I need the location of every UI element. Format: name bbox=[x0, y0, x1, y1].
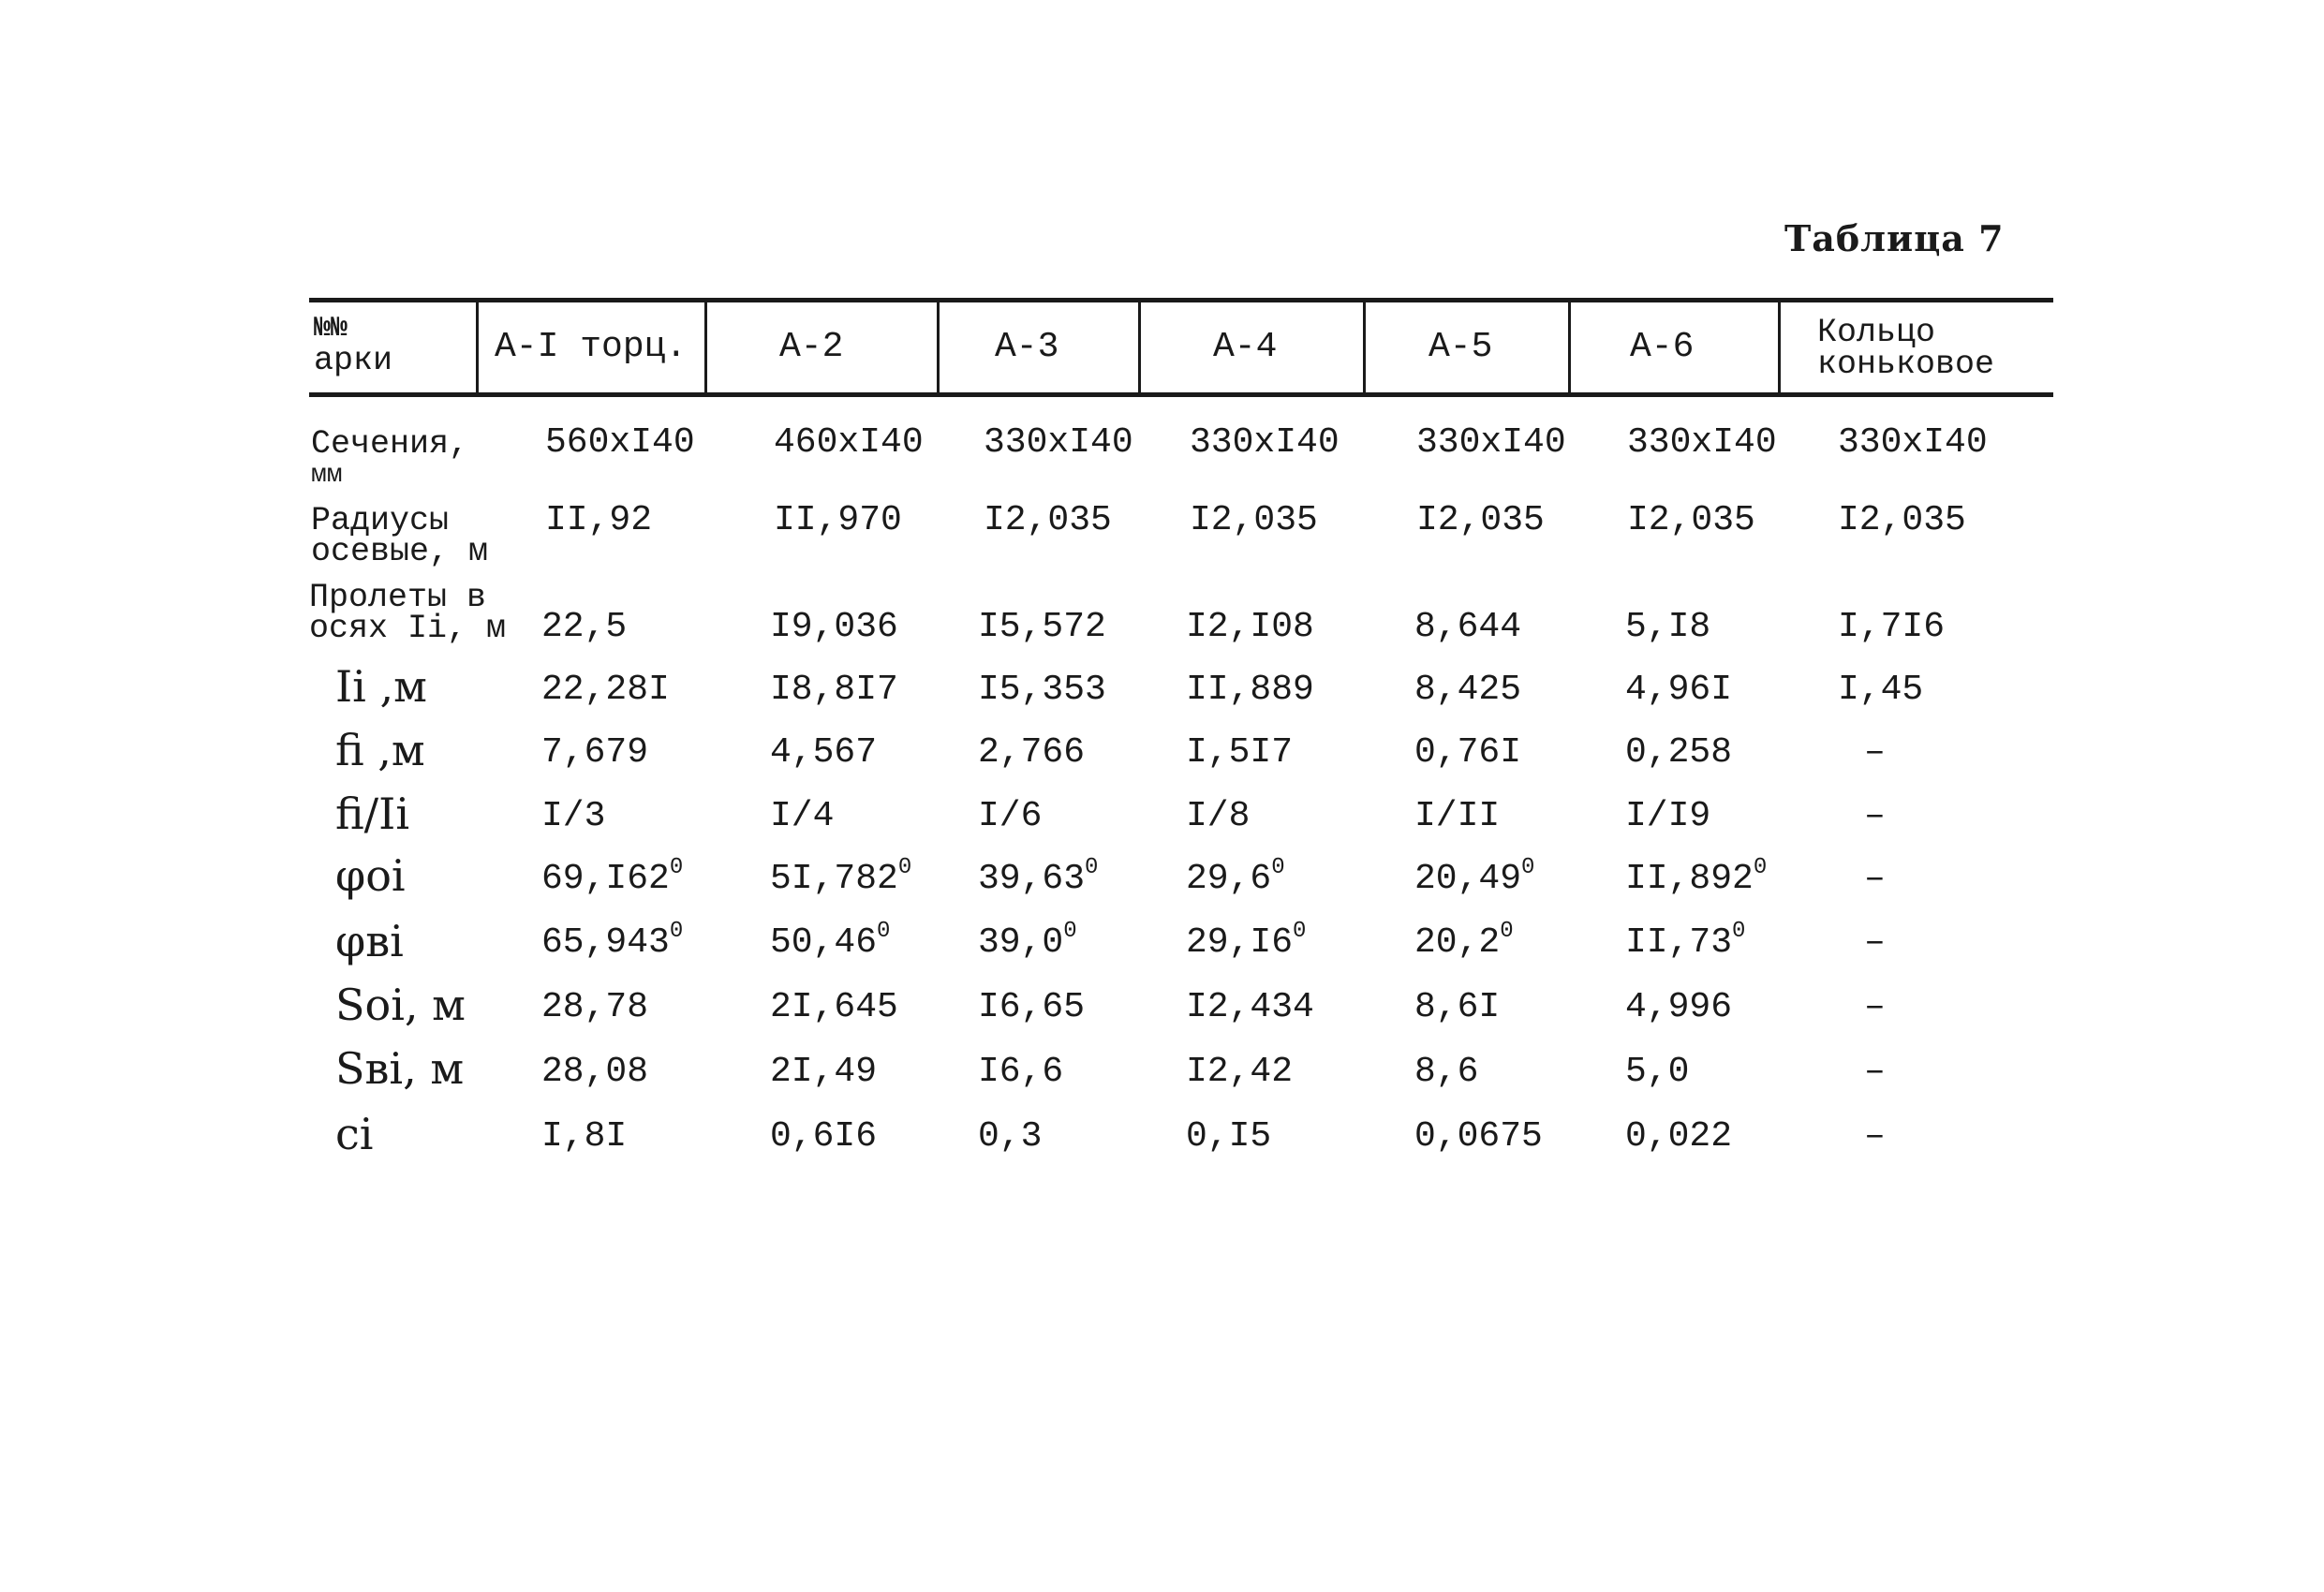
table-cell: I5,572 bbox=[978, 607, 1106, 647]
header-divider bbox=[937, 302, 940, 393]
table-cell: I2,42 bbox=[1186, 1052, 1294, 1092]
header-ring-line2: коньковое bbox=[1817, 346, 1995, 383]
table-cell: – bbox=[1864, 922, 1886, 963]
header-col-a4: А-4 bbox=[1213, 327, 1278, 367]
table-cell-value: 69,I62 bbox=[541, 859, 670, 899]
table-cell: I2,035 bbox=[1627, 500, 1755, 540]
row-label-radii bbox=[311, 502, 489, 570]
table-cell-value: 20,2 bbox=[1414, 922, 1501, 963]
row-label-sections-line2: мм bbox=[311, 461, 343, 490]
table-cell: I/6 bbox=[978, 796, 1043, 836]
table-cell: I2,035 bbox=[1838, 500, 1966, 540]
row-label-spans-line2: осях Ii, м bbox=[309, 610, 507, 647]
table-cell: 330xI40 bbox=[1190, 422, 1340, 463]
row-label-phi-vi: φвi bbox=[335, 916, 404, 966]
table-cell: 330xI40 bbox=[1416, 422, 1566, 463]
table-cell: 4,96I bbox=[1625, 670, 1733, 710]
header-divider bbox=[1778, 302, 1781, 393]
table-cell: 5,I8 bbox=[1625, 607, 1711, 647]
table-cell bbox=[541, 855, 684, 899]
header-ring-line1: Кольцо bbox=[1817, 314, 1936, 351]
row-label-spans bbox=[309, 579, 507, 647]
table-cell: 560xI40 bbox=[545, 422, 695, 463]
table-cell: 8,425 bbox=[1414, 670, 1522, 710]
header-col-a5: А-5 bbox=[1428, 327, 1493, 367]
table-cell bbox=[1625, 855, 1768, 899]
header-col-a1: А-I торц. bbox=[495, 327, 688, 367]
degree-mark: 0 bbox=[1063, 919, 1077, 944]
table-cell: 7,679 bbox=[541, 732, 649, 773]
table-cell: I2,035 bbox=[1416, 500, 1545, 540]
degree-mark: 0 bbox=[1521, 855, 1535, 880]
table-cell: II,92 bbox=[545, 500, 653, 540]
table-cell: 0,258 bbox=[1625, 732, 1733, 773]
row-label-li: Ii ,м bbox=[335, 661, 427, 712]
table-caption: Таблица 7 bbox=[1784, 217, 2005, 259]
table-header-rule bbox=[309, 392, 2053, 397]
header-arch-number-line2: арки bbox=[314, 342, 393, 379]
table-cell bbox=[978, 855, 1099, 899]
table-cell-value: 5I,782 bbox=[770, 859, 898, 899]
table-cell: I6,6 bbox=[978, 1052, 1064, 1092]
table-cell: I2,035 bbox=[984, 500, 1112, 540]
row-label-s-vi: Sвi, м bbox=[335, 1043, 465, 1094]
table-cell: 4,996 bbox=[1625, 987, 1733, 1027]
header-col-a3: А-3 bbox=[995, 327, 1059, 367]
table-cell: – bbox=[1864, 859, 1886, 899]
table-cell: 330xI40 bbox=[1838, 422, 1988, 463]
table-cell: I8,8I7 bbox=[770, 670, 898, 710]
table-cell-value: 39,0 bbox=[978, 922, 1064, 963]
table-cell: I,7I6 bbox=[1838, 607, 1946, 647]
table-cell: I/II bbox=[1414, 796, 1501, 836]
table-cell: I5,353 bbox=[978, 670, 1106, 710]
table-cell bbox=[1414, 855, 1535, 899]
table-cell: I/8 bbox=[1186, 796, 1251, 836]
table-cell: 22,28I bbox=[541, 670, 670, 710]
header-divider bbox=[1568, 302, 1571, 393]
degree-mark: 0 bbox=[877, 919, 891, 944]
table-cell bbox=[1414, 919, 1514, 963]
degree-mark: 0 bbox=[669, 855, 684, 880]
table-cell: 4,567 bbox=[770, 732, 878, 773]
table-cell: I2,I08 bbox=[1186, 607, 1314, 647]
table-cell: 8,6 bbox=[1414, 1052, 1479, 1092]
table-cell: 0,0675 bbox=[1414, 1116, 1543, 1157]
row-label-fi-li: fi/Ii bbox=[335, 789, 410, 839]
row-label-s-oi: Soi, м bbox=[335, 980, 466, 1030]
row-label-sections bbox=[311, 425, 469, 491]
degree-mark: 0 bbox=[1085, 855, 1099, 880]
table-cell: 22,5 bbox=[541, 607, 628, 647]
table-cell: I/4 bbox=[770, 796, 835, 836]
table-cell: I/3 bbox=[541, 796, 606, 836]
table-cell-value: 29,6 bbox=[1186, 859, 1272, 899]
table-cell bbox=[978, 919, 1077, 963]
header-col-a6: А-6 bbox=[1630, 327, 1695, 367]
table-cell bbox=[770, 855, 912, 899]
table-cell: 2I,645 bbox=[770, 987, 898, 1027]
degree-mark: 0 bbox=[897, 855, 912, 880]
row-label-spans-line1: Пролеты в bbox=[309, 579, 487, 616]
header-arch-number-line1: №№ bbox=[314, 313, 348, 345]
table-cell: 0,022 bbox=[1625, 1116, 1733, 1157]
table-cell: – bbox=[1864, 1052, 1886, 1092]
table-cell: 5,0 bbox=[1625, 1052, 1690, 1092]
row-label-phi-oi: φoi bbox=[335, 850, 406, 901]
table-cell: I/I9 bbox=[1625, 796, 1711, 836]
degree-mark: 0 bbox=[1500, 919, 1514, 944]
degree-mark: 0 bbox=[669, 919, 684, 944]
table-cell-value: II,892 bbox=[1625, 859, 1754, 899]
header-col-ring bbox=[1817, 314, 1995, 383]
table-cell: 8,644 bbox=[1414, 607, 1522, 647]
table-cell-value: 65,943 bbox=[541, 922, 670, 963]
row-label-radii-line1: Радиусы bbox=[311, 502, 450, 539]
table-cell: II,970 bbox=[774, 500, 902, 540]
table-cell: I,8I bbox=[541, 1116, 628, 1157]
row-label-fi: fi ,м bbox=[335, 725, 425, 775]
table-cell-value: 39,63 bbox=[978, 859, 1086, 899]
table-cell-value: 20,49 bbox=[1414, 859, 1522, 899]
table-cell-value: 50,46 bbox=[770, 922, 878, 963]
header-arch-number bbox=[314, 313, 393, 379]
table-cell: – bbox=[1864, 1116, 1886, 1157]
header-divider bbox=[704, 302, 707, 393]
row-label-sections-line1: Сечения, bbox=[311, 425, 469, 463]
header-col-a2: А-2 bbox=[779, 327, 844, 367]
table-cell: – bbox=[1864, 732, 1886, 773]
degree-mark: 0 bbox=[1293, 919, 1307, 944]
table-cell: 28,78 bbox=[541, 987, 649, 1027]
degree-mark: 0 bbox=[1732, 919, 1746, 944]
header-divider bbox=[476, 302, 479, 393]
table-cell: 330xI40 bbox=[1627, 422, 1777, 463]
table-cell: 0,3 bbox=[978, 1116, 1043, 1157]
table-cell: 0,6I6 bbox=[770, 1116, 878, 1157]
table-cell-value: II,73 bbox=[1625, 922, 1733, 963]
table-cell: 0,76I bbox=[1414, 732, 1522, 773]
table-cell: I9,036 bbox=[770, 607, 898, 647]
table-cell: I2,035 bbox=[1190, 500, 1318, 540]
table-top-rule bbox=[309, 298, 2053, 302]
degree-mark: 0 bbox=[1753, 855, 1768, 880]
table-cell bbox=[1186, 855, 1285, 899]
table-cell: II,889 bbox=[1186, 670, 1314, 710]
table-cell bbox=[1625, 919, 1746, 963]
table-cell: I,5I7 bbox=[1186, 732, 1294, 773]
header-divider bbox=[1363, 302, 1366, 393]
degree-mark: 0 bbox=[1271, 855, 1285, 880]
row-label-ci: ci bbox=[335, 1109, 374, 1159]
table-cell: 0,I5 bbox=[1186, 1116, 1272, 1157]
table-cell: – bbox=[1864, 796, 1886, 836]
table-cell: 460xI40 bbox=[774, 422, 924, 463]
table-cell: 2,766 bbox=[978, 732, 1086, 773]
table-cell bbox=[541, 919, 684, 963]
table-cell: I2,434 bbox=[1186, 987, 1314, 1027]
table-cell: 28,08 bbox=[541, 1052, 649, 1092]
table-cell: – bbox=[1864, 987, 1886, 1027]
table-cell bbox=[770, 919, 891, 963]
table-cell bbox=[1186, 919, 1307, 963]
table-cell: 330xI40 bbox=[984, 422, 1133, 463]
table-cell: 8,6I bbox=[1414, 987, 1501, 1027]
table-cell: I6,65 bbox=[978, 987, 1086, 1027]
header-divider bbox=[1138, 302, 1141, 393]
table-cell: 2I,49 bbox=[770, 1052, 878, 1092]
table-cell: I,45 bbox=[1838, 670, 1924, 710]
table-cell-value: 29,I6 bbox=[1186, 922, 1294, 963]
row-label-radii-line2: осевые, м bbox=[311, 533, 489, 570]
